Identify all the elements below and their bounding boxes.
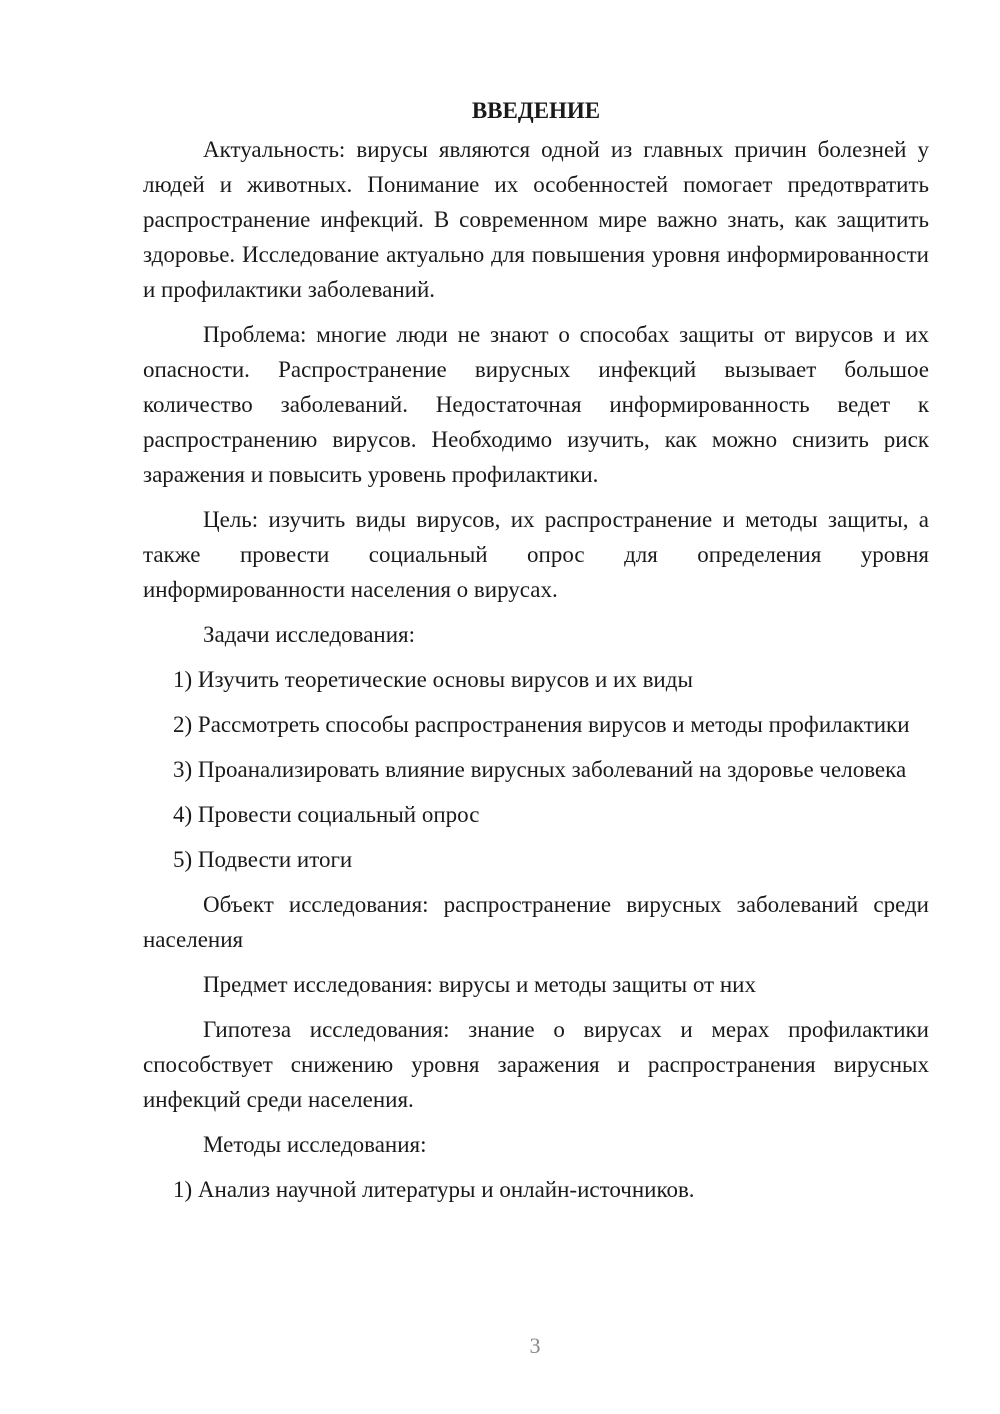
hypothesis-paragraph: Гипотеза исследования: знание о вирусах и мерах профилактики способствует снижению уровня заражения и распространения вирусных инфекций среди населения.: [143, 1017, 929, 1112]
task-item-1: 1) Изучить теоретические основы вирусов и их виды: [173, 667, 693, 692]
method-item-1: 1) Анализ научной литературы и онлайн-источников.: [173, 1177, 695, 1202]
task-item-3: 3) Проанализировать влияние вирусных заболеваний на здоровье человека: [173, 757, 907, 782]
document-page: [143, 96, 929, 1217]
page-number: 3: [529, 1333, 541, 1358]
page-title: ВВЕДЕНИЕ: [471, 98, 601, 123]
object-paragraph: Объект исследования: распространение вирусных заболеваний среди населения: [143, 892, 929, 952]
task-item-5: 5) Подвести итоги: [173, 847, 353, 872]
relevance-paragraph: Актуальность: вирусы являются одной из главных причин болезней у людей и животных. Понимание их особенностей помогает предотвратить распространение инфекций. В современном мире важно знать, как защитить здоровье. Исследование актуально для повышения уровня информированности и профилактики заболеваний.: [143, 137, 929, 302]
tasks-heading: Задачи исследования:: [203, 622, 416, 647]
goal-paragraph: Цель: изучить виды вирусов, их распространение и методы защиты, а также провести социальный опрос для определения уровня информированности населения о вирусах.: [143, 507, 929, 602]
task-item-4: 4) Провести социальный опрос: [173, 802, 480, 827]
problem-paragraph: Проблема: многие люди не знают о способах защиты от вирусов и их опасности. Распространение вирусных инфекций вызывает большое количество заболеваний. Недостаточная информированность ведет к распространению вирусов. Необходимо изучить, как можно снизить риск заражения и повысить уровень профилактики.: [143, 322, 929, 487]
methods-heading: Методы исследования:: [203, 1132, 427, 1157]
subject-paragraph: Предмет исследования: вирусы и методы защиты от них: [203, 972, 756, 997]
task-item-2: 2) Рассмотреть способы распространения вирусов и методы профилактики: [173, 712, 910, 737]
